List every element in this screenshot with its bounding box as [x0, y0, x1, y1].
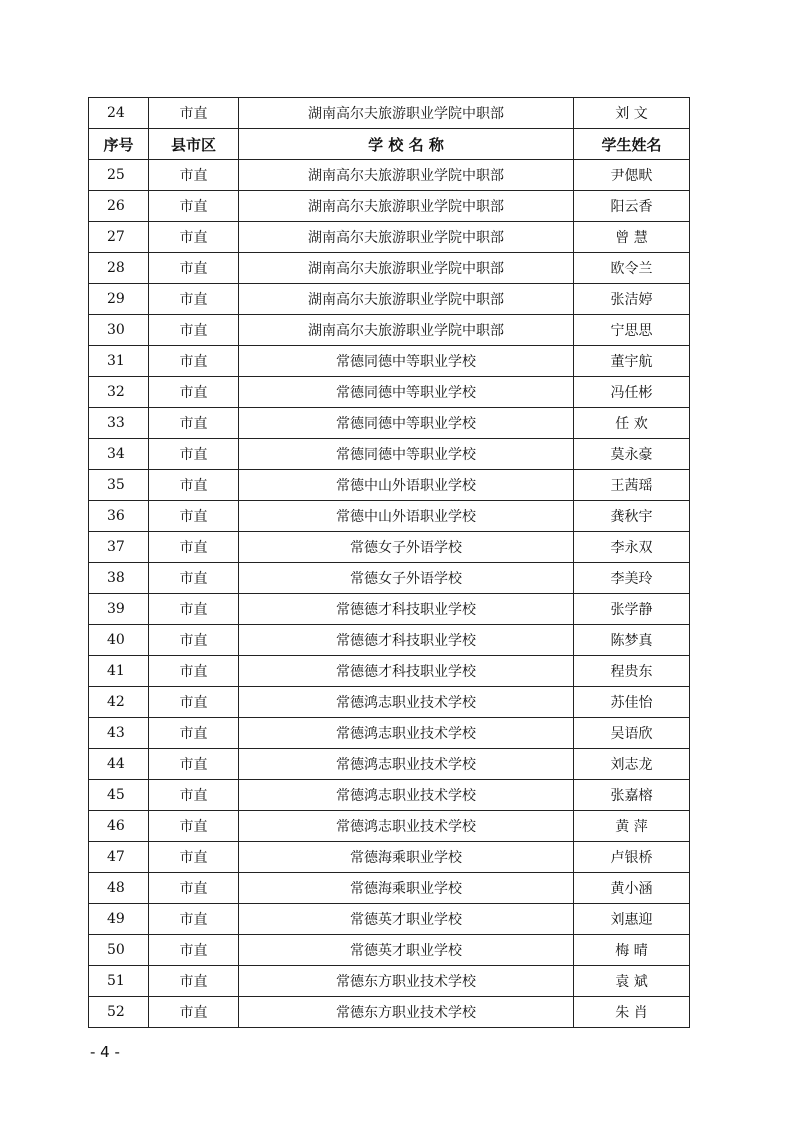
table-row [89, 160, 690, 191]
cell-district: 市直 [149, 997, 239, 1028]
cell-district: 市直 [149, 408, 239, 439]
cell-school-name: 湖南高尔夫旅游职业学院中职部 [239, 98, 574, 129]
cell-student-name: 莫永豪 [574, 439, 690, 470]
table-row [89, 191, 690, 222]
cell-school-name: 常德海乘职业学校 [239, 842, 574, 873]
cell-district: 市直 [149, 594, 239, 625]
cell-student-name: 程贵东 [574, 656, 690, 687]
cell-student-name: 陈梦真 [574, 625, 690, 656]
cell-district: 市直 [149, 563, 239, 594]
cell-serial-number: 46 [89, 811, 149, 842]
cell-student-name: 董宇航 [574, 346, 690, 377]
table-row [89, 315, 690, 346]
table-row [89, 749, 690, 780]
table-row [89, 284, 690, 315]
cell-serial-number: 25 [89, 160, 149, 191]
cell-serial-number: 42 [89, 687, 149, 718]
cell-school-name: 常德德才科技职业学校 [239, 625, 574, 656]
cell-serial-number: 30 [89, 315, 149, 346]
cell-school-name: 常德东方职业技术学校 [239, 966, 574, 997]
cell-district: 市直 [149, 315, 239, 346]
cell-serial-number: 33 [89, 408, 149, 439]
header-school-name: 学 校 名 称 [239, 129, 574, 160]
cell-student-name: 刘 文 [574, 98, 690, 129]
cell-school-name: 常德同德中等职业学校 [239, 377, 574, 408]
cell-serial-number: 44 [89, 749, 149, 780]
table-row [89, 842, 690, 873]
cell-school-name: 湖南高尔夫旅游职业学院中职部 [239, 160, 574, 191]
table-row [89, 873, 690, 904]
table-row [89, 563, 690, 594]
cell-district: 市直 [149, 98, 239, 129]
cell-district: 市直 [149, 625, 239, 656]
cell-district: 市直 [149, 191, 239, 222]
cell-school-name: 常德鸿志职业技术学校 [239, 811, 574, 842]
cell-serial-number: 45 [89, 780, 149, 811]
cell-serial-number: 35 [89, 470, 149, 501]
cell-district: 市直 [149, 749, 239, 780]
table-row [89, 222, 690, 253]
cell-district: 市直 [149, 284, 239, 315]
cell-school-name: 常德同德中等职业学校 [239, 408, 574, 439]
cell-student-name: 冯任彬 [574, 377, 690, 408]
cell-serial-number: 24 [89, 98, 149, 129]
cell-student-name: 龚秋宇 [574, 501, 690, 532]
cell-school-name: 湖南高尔夫旅游职业学院中职部 [239, 253, 574, 284]
cell-student-name: 黄 萍 [574, 811, 690, 842]
cell-serial-number: 49 [89, 904, 149, 935]
cell-serial-number: 34 [89, 439, 149, 470]
cell-school-name: 常德同德中等职业学校 [239, 439, 574, 470]
cell-district: 市直 [149, 966, 239, 997]
cell-student-name: 曾 慧 [574, 222, 690, 253]
cell-serial-number: 31 [89, 346, 149, 377]
table-row [89, 904, 690, 935]
cell-school-name: 常德海乘职业学校 [239, 873, 574, 904]
cell-school-name: 常德英才职业学校 [239, 904, 574, 935]
cell-serial-number: 51 [89, 966, 149, 997]
table-row [89, 253, 690, 284]
cell-student-name: 王茜瑶 [574, 470, 690, 501]
cell-serial-number: 41 [89, 656, 149, 687]
cell-student-name: 宁思思 [574, 315, 690, 346]
cell-serial-number: 50 [89, 935, 149, 966]
cell-student-name: 张学静 [574, 594, 690, 625]
cell-school-name: 常德女子外语学校 [239, 563, 574, 594]
cell-student-name: 阳云香 [574, 191, 690, 222]
cell-district: 市直 [149, 439, 239, 470]
table-row [89, 997, 690, 1028]
cell-student-name: 刘志龙 [574, 749, 690, 780]
student-roster-table [88, 97, 690, 1028]
cell-district: 市直 [149, 904, 239, 935]
cell-school-name: 常德女子外语学校 [239, 532, 574, 563]
page-number: - 4 - [90, 1043, 120, 1061]
cell-serial-number: 38 [89, 563, 149, 594]
cell-school-name: 常德鸿志职业技术学校 [239, 749, 574, 780]
table-row [89, 780, 690, 811]
cell-district: 市直 [149, 346, 239, 377]
cell-serial-number: 36 [89, 501, 149, 532]
table-row [89, 439, 690, 470]
cell-student-name: 张洁婷 [574, 284, 690, 315]
table-row [89, 966, 690, 997]
cell-student-name: 朱 肖 [574, 997, 690, 1028]
table-row [89, 377, 690, 408]
cell-district: 市直 [149, 222, 239, 253]
cell-school-name: 常德德才科技职业学校 [239, 656, 574, 687]
table-row [89, 346, 690, 377]
roster-body [89, 98, 690, 1028]
cell-district: 市直 [149, 935, 239, 966]
cell-school-name: 常德鸿志职业技术学校 [239, 718, 574, 749]
cell-district: 市直 [149, 160, 239, 191]
table-row [89, 594, 690, 625]
header-district: 县市区 [149, 129, 239, 160]
cell-school-name: 常德鸿志职业技术学校 [239, 780, 574, 811]
cell-serial-number: 27 [89, 222, 149, 253]
table-row [89, 98, 690, 129]
cell-student-name: 李美玲 [574, 563, 690, 594]
cell-serial-number: 29 [89, 284, 149, 315]
cell-student-name: 苏佳怡 [574, 687, 690, 718]
cell-serial-number: 39 [89, 594, 149, 625]
cell-district: 市直 [149, 780, 239, 811]
cell-district: 市直 [149, 501, 239, 532]
cell-serial-number: 47 [89, 842, 149, 873]
table-row [89, 532, 690, 563]
cell-school-name: 常德中山外语职业学校 [239, 470, 574, 501]
cell-student-name: 袁 斌 [574, 966, 690, 997]
cell-serial-number: 48 [89, 873, 149, 904]
cell-district: 市直 [149, 253, 239, 284]
table-row [89, 470, 690, 501]
table-row [89, 718, 690, 749]
cell-school-name: 湖南高尔夫旅游职业学院中职部 [239, 315, 574, 346]
cell-school-name: 湖南高尔夫旅游职业学院中职部 [239, 284, 574, 315]
cell-serial-number: 28 [89, 253, 149, 284]
cell-district: 市直 [149, 470, 239, 501]
cell-serial-number: 26 [89, 191, 149, 222]
table-row [89, 625, 690, 656]
cell-district: 市直 [149, 842, 239, 873]
table-row [89, 687, 690, 718]
cell-serial-number: 40 [89, 625, 149, 656]
cell-student-name: 卢银桥 [574, 842, 690, 873]
table-row [89, 935, 690, 966]
cell-student-name: 黄小涵 [574, 873, 690, 904]
cell-student-name: 李永双 [574, 532, 690, 563]
cell-district: 市直 [149, 532, 239, 563]
cell-student-name: 张嘉榕 [574, 780, 690, 811]
cell-serial-number: 32 [89, 377, 149, 408]
cell-student-name: 任 欢 [574, 408, 690, 439]
cell-serial-number: 52 [89, 997, 149, 1028]
cell-serial-number: 37 [89, 532, 149, 563]
cell-district: 市直 [149, 811, 239, 842]
cell-school-name: 湖南高尔夫旅游职业学院中职部 [239, 191, 574, 222]
cell-district: 市直 [149, 873, 239, 904]
cell-serial-number: 43 [89, 718, 149, 749]
table-row [89, 501, 690, 532]
header-serial-number: 序号 [89, 129, 149, 160]
cell-school-name: 湖南高尔夫旅游职业学院中职部 [239, 222, 574, 253]
cell-student-name: 吴语欣 [574, 718, 690, 749]
table-row [89, 811, 690, 842]
cell-district: 市直 [149, 687, 239, 718]
cell-student-name: 梅 晴 [574, 935, 690, 966]
cell-school-name: 常德鸿志职业技术学校 [239, 687, 574, 718]
cell-student-name: 尹偲畎 [574, 160, 690, 191]
cell-district: 市直 [149, 718, 239, 749]
table-header-row [89, 129, 690, 160]
cell-student-name: 刘惠迎 [574, 904, 690, 935]
cell-school-name: 常德东方职业技术学校 [239, 997, 574, 1028]
cell-district: 市直 [149, 656, 239, 687]
cell-school-name: 常德德才科技职业学校 [239, 594, 574, 625]
header-student-name: 学生姓名 [574, 129, 690, 160]
cell-school-name: 常德中山外语职业学校 [239, 501, 574, 532]
cell-district: 市直 [149, 377, 239, 408]
table-row [89, 656, 690, 687]
table-row [89, 408, 690, 439]
cell-school-name: 常德英才职业学校 [239, 935, 574, 966]
cell-student-name: 欧令兰 [574, 253, 690, 284]
cell-school-name: 常德同德中等职业学校 [239, 346, 574, 377]
